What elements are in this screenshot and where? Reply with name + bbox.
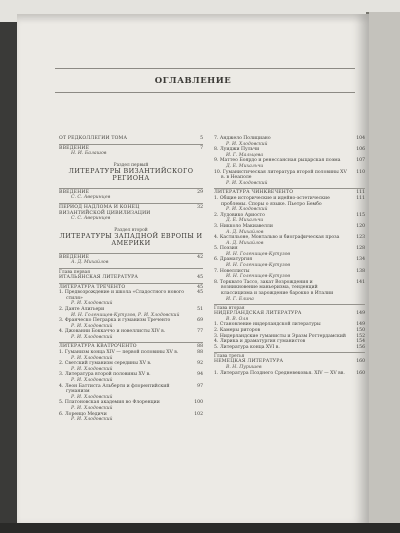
entry-page: 7 (200, 145, 203, 151)
part-label: Раздел второй (114, 227, 148, 233)
entry-author: Р. И. Хлодовский (71, 406, 113, 411)
entry-author: А. Д. Михайлов (71, 260, 109, 266)
toc-entry[interactable] (59, 384, 203, 401)
entry-page: 45 (197, 274, 203, 280)
entry-title: 10. Гуманистическая литература второй половины XV в. в Неаполе (214, 169, 347, 181)
entry-page: 104 (356, 136, 365, 141)
toc-entry[interactable] (59, 400, 203, 411)
spacer (59, 247, 203, 251)
entry-title: 4. Лирика и драматургия гуманистов (214, 339, 306, 345)
entry-author: И. Г. Елина (226, 296, 254, 302)
entry-page: 138 (356, 268, 365, 274)
toc-entry[interactable] (59, 205, 203, 222)
entry-page: 152 (356, 333, 365, 339)
part-label: Раздел первый (113, 162, 149, 168)
toc-entry[interactable] (214, 196, 365, 213)
entry-author: Р. И. Хлодовский (71, 355, 113, 361)
entry-page: 45 (197, 290, 203, 296)
entry-author: Р. И. Хлодовский (71, 334, 113, 340)
entry-title: 2. Камеры риторов (214, 328, 261, 333)
toc-entry[interactable] (214, 224, 365, 235)
entry-page: 5 (200, 136, 203, 141)
toc-entry[interactable] (59, 136, 203, 142)
entry-page: 77 (197, 329, 203, 335)
entry-title: 9. Маттео Боярдо и ренессансная рыцарская поэма (214, 158, 341, 164)
entry-title: ЛИТЕРАТУРА КВАТРОЧЕНТО (59, 344, 137, 350)
chapter-number: Глава вторая (214, 306, 245, 312)
entry-title: ВВЕДЕНИЕ (59, 189, 90, 195)
toc-entry[interactable] (59, 190, 203, 201)
entry-page: 123 (356, 235, 365, 241)
entry-page: 69 (197, 318, 203, 324)
entry-page: 97 (197, 383, 203, 389)
entry-author: А. Д. Михайлов (226, 229, 264, 235)
entry-title: 1. Предвозрождение и школа «Сладостного нового стиля» (59, 290, 185, 301)
entry-page: 106 (356, 147, 365, 153)
toc-entry[interactable] (214, 311, 365, 322)
entry-title: 2. Лудовико Ариосто (214, 212, 265, 218)
section-rule (59, 203, 203, 204)
section-rule (59, 144, 203, 145)
entry-title: ВВЕДЕНИЕ (59, 254, 90, 260)
toc-entry[interactable] (214, 280, 365, 302)
entry-page: 134 (356, 257, 365, 263)
entry-title: НЕМЕЦКАЯ ЛИТЕРАТУРА (214, 359, 284, 365)
toc-entry[interactable] (214, 359, 365, 370)
entry-author: Р. И. Хлодовский (226, 207, 268, 213)
section-rule (59, 268, 203, 269)
background-bottom (0, 523, 400, 533)
entry-author: С. С. Аверинцев (71, 195, 111, 201)
entry-title: 3. Франческо Петрарка и гуманизм Треченто (59, 318, 171, 324)
entry-page: 111 (356, 190, 365, 196)
section-rule (59, 283, 203, 284)
entry-title: ИТАЛЬЯНСКАЯ ЛИТЕРАТУРА (59, 274, 139, 280)
entry-title: ЛИТЕРАТУРА ТРЕЧЕНТО (59, 284, 126, 290)
entry-title: 3. Нидерландские гуманисты и Эразм Роттердамский (214, 333, 346, 339)
spacer (59, 182, 203, 186)
entry-title: 6. Драматургия (214, 257, 253, 263)
toc-right-column (214, 136, 365, 376)
entry-author: И. Г. Мальцева (226, 152, 264, 158)
entry-page: 160 (356, 359, 365, 365)
entry-page: 115 (356, 212, 365, 218)
entry-title: 4. Джованни Боккаччо и новеллисты XIV в. (59, 329, 166, 335)
title-rule (55, 92, 355, 93)
entry-page: 149 (356, 322, 365, 328)
entry-author: С. С. Аверинцев (71, 216, 111, 222)
next-page-edge (366, 12, 400, 528)
entry-author: Н. И. Балашов (71, 151, 107, 157)
entry-title: 1. Становление нидерландской литературы (214, 322, 321, 328)
section-rule (214, 304, 365, 305)
entry-author: А. Д. Михайлов (226, 240, 264, 246)
entry-page: 154 (356, 339, 365, 345)
toc-entry[interactable] (214, 371, 365, 377)
entry-title: 4. Леон Баттиста Альберти и флорентийский гуманизм (59, 383, 170, 395)
entry-title: 8. Торквато Тассо, закат Возрождения и возникновение маньеризма, тенденций классицизма и зарождение барокко в Италии (214, 279, 334, 297)
entry-title: 5. Поэзия (214, 246, 238, 252)
toc-entry[interactable] (59, 255, 203, 266)
toc-entry[interactable] (214, 345, 365, 351)
toc-entry[interactable] (214, 257, 365, 268)
spacer (59, 222, 203, 226)
section-rule (59, 253, 203, 254)
entry-page: 128 (356, 246, 365, 252)
entry-page: 150 (356, 328, 365, 333)
toc-entry[interactable] (59, 307, 203, 318)
toc-entry[interactable] (59, 372, 203, 383)
toc-entry[interactable] (214, 213, 365, 224)
entry-title: 1. Гуманизм конца XIV — первой половины XV в. (59, 350, 179, 356)
entry-title: 4. Кастильоне, Монтальво и биографическая проза (214, 235, 340, 241)
part-title: ЛИТЕРАТУРЫ ЗАПАДНОЙ ЕВРОПЫ И АМЕРИКИ (59, 231, 203, 247)
entry-author: Д. Е. Михальчи (226, 163, 264, 169)
toc-entry[interactable] (214, 269, 365, 280)
entry-page: 94 (197, 372, 203, 378)
toc-entry[interactable] (59, 275, 203, 281)
entry-title: 1. Литература Позднего Средневековья. XIV — XV вв. (214, 370, 345, 376)
entry-author: Р. И. Хлодовский (71, 323, 113, 329)
entry-title: 6. Лоренцо Медичи (59, 411, 107, 417)
entry-page: 111 (356, 195, 365, 201)
entry-author: Р. И. Хлодовский (71, 366, 113, 372)
entry-title: 2. Светский гуманизм середины XV в. (59, 361, 152, 367)
entry-author: Р. И. Хлодовский (226, 180, 268, 186)
entry-title: ВВЕДЕНИЕ (59, 145, 90, 151)
entry-page: 110 (356, 169, 365, 175)
entry-title: ПЕРИОД НАДЛОМА И КОНЕЦ ВИЗАНТИЙСКОЙ ЦИВИЛИЗАЦИИ (59, 204, 151, 216)
entry-page: 102 (194, 411, 203, 417)
entry-page: 100 (194, 400, 203, 406)
entry-title: ОТ РЕДКОЛЛЕГИИ ТОМА (59, 136, 128, 141)
entry-author: И. Н. Голенищев-Кутузов (226, 263, 291, 269)
entry-page: 156 (356, 344, 365, 350)
entry-title: 5. Литература конца XVI в. (214, 344, 280, 350)
entry-title: ЛИТЕРАТУРА ЧИНКВЕЧЕНТО (214, 190, 294, 196)
entry-page: 51 (197, 306, 203, 312)
entry-author: И. Н. Голенищев-Кутузов (226, 274, 291, 280)
page-title: ОГЛАВЛЕНИЕ (154, 76, 232, 86)
entry-author: Р. И. Хлодовский (71, 417, 113, 423)
entry-author: Р. И. Хлодовский (71, 301, 113, 307)
chapter-number: Глава первая (59, 269, 90, 275)
entry-title: НИДЕРЛАНДСКАЯ ЛИТЕРАТУРА (214, 311, 302, 317)
toc-entry[interactable] (214, 136, 365, 147)
entry-author: В. Н. Пуришев (226, 364, 262, 370)
toc-entry[interactable] (59, 290, 203, 307)
entry-title: 7. Новеллисты (214, 268, 250, 274)
toc-entry[interactable] (59, 318, 203, 329)
book-page (17, 14, 369, 528)
part-title: ЛИТЕРАТУРЫ ВИЗАНТИЙСКОГО РЕГИОНА (68, 166, 194, 182)
entry-page: 29 (197, 189, 203, 195)
entry-page: 149 (356, 311, 365, 317)
toc-left-column (59, 136, 203, 423)
entry-page: 45 (197, 284, 203, 290)
toc-entry[interactable] (214, 158, 365, 169)
entry-page: 42 (197, 254, 203, 260)
toc-entry[interactable] (59, 361, 203, 372)
toc-entry[interactable] (59, 329, 203, 340)
spacer (59, 157, 203, 161)
section-rule (214, 352, 365, 353)
entry-author: Р. И. Хлодовский (71, 378, 113, 384)
toc-entry[interactable] (214, 235, 365, 246)
entry-page: 160 (356, 370, 365, 376)
entry-title: 7. Анджело Полициано (214, 136, 271, 141)
entry-title: 2. Данте Алигьери (59, 306, 105, 312)
entry-title: 5. Платоновская академия во Флоренции (59, 400, 160, 406)
toc-entry[interactable] (59, 412, 203, 423)
chapter-number: Глава третья (214, 354, 245, 360)
entry-page: 32 (197, 204, 203, 210)
entry-author: И. Н. Голенищев-Кутузов, Р. И. Хлодовский (71, 312, 180, 318)
entry-title: 1. Общие исторические и идейно-эстетические проблемы. Споры о языке. Пьетро Бембо (214, 195, 330, 207)
toc-entry[interactable] (214, 246, 365, 257)
toc-entry[interactable] (214, 170, 365, 187)
entry-page: 88 (197, 350, 203, 356)
entry-page: 107 (356, 158, 365, 164)
entry-title: 3. Литература второй половины XV в. (59, 372, 151, 378)
entry-page: 141 (356, 279, 365, 285)
entry-author: Р. И. Хлодовский (226, 141, 268, 147)
toc-entry[interactable] (214, 147, 365, 158)
entry-author: Р. И. Хлодовский (71, 394, 113, 400)
entry-author: И. Н. Голенищев-Кутузов (226, 251, 291, 257)
section-rule (59, 188, 203, 189)
entry-title: 3. Никколо Макиавелли (214, 223, 273, 229)
entry-author: В. В. Оля (226, 316, 249, 322)
entry-page: 88 (197, 344, 203, 350)
entry-page: 120 (356, 223, 365, 229)
entry-page: 92 (197, 361, 203, 367)
toc-entry[interactable] (59, 350, 203, 361)
entry-title: 8. Луиджи Пульчи (214, 147, 260, 153)
toc-entry[interactable] (59, 146, 203, 157)
entry-author: Д. Е. Михальчи (226, 218, 264, 224)
top-rule (55, 68, 355, 69)
